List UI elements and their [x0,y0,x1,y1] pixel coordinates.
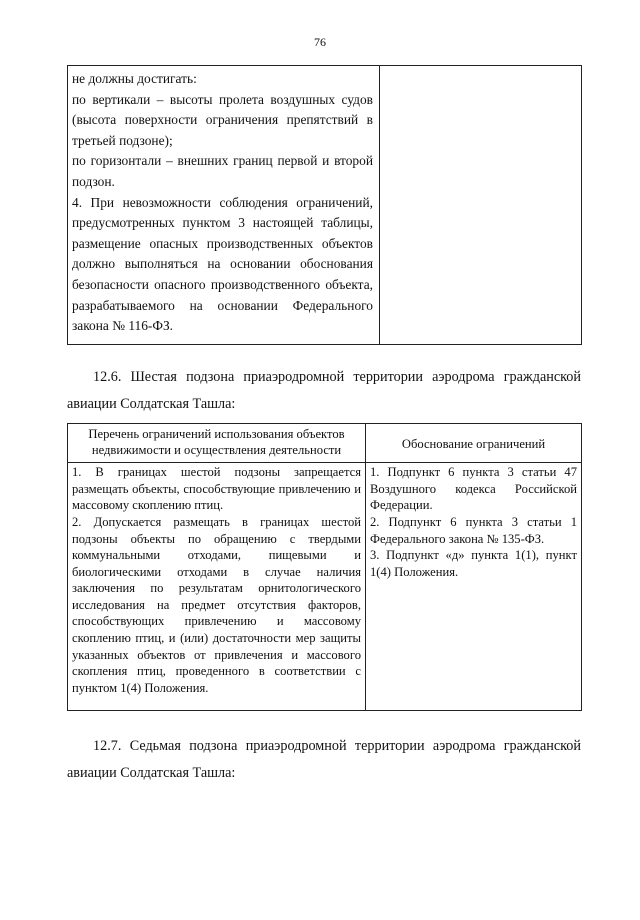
justification-paragraph: 1. Подпункт 6 пункта 3 статьи 47 Воздушного кодекса Российской Федерации. [370,465,577,513]
restriction-paragraph: не должны достигать: [72,71,197,86]
restriction-paragraph: 4. При невозможности соблюдения ограничений, предусмотренных пунктом 3 настоящей таблицы, размещение опасных производственных объектов должно выполняться на основании обоснования безопасности опасного производственного объекта, разрабатываемого на основании Федерального закона № 116-ФЗ. [72,194,373,334]
restriction-paragraph: 2. Допускается размещать в границах шестой подзоны объекты по обращению с твердыми коммунальными отходами, пищевыми и биологическими отходами в случае наличия заключения по результатам орнитологического исследования на предмет отсутствия факторов, способствующих привлечению и массовому скоплению птиц, и (или) достаточности мер защиты указанных объектов от привлечения и массового скопления птиц, проведенного в соответствии с пунктом 1(4) Положения. [72,514,361,695]
heading-line: авиации Солдатская Ташла: [67,765,236,781]
justification-paragraph: 3. Подпункт «д» пункта 1(1), пункт 1(4) Положения. [370,548,577,579]
column-header-restrictions: Перечень ограничений использования объектов недвижимости и осуществления деятельности [68,424,366,463]
section-heading-12-7 [67,733,581,787]
table-cell-restrictions [68,463,366,711]
restriction-paragraph: 1. В границах шестой подзоны запрещается размещать объекты, способствующие привлечению и массовому скоплению птиц. [72,465,361,513]
justification-text [380,66,581,71]
table-cell-justification [380,66,582,345]
table-header-row [68,424,582,463]
heading-line: 12.6. Шестая подзона приаэродромной территории аэродрома гражданской [93,369,581,385]
restrictions-table-continued [67,65,582,345]
table-cell-restrictions [68,66,380,345]
section-heading-12-6 [67,364,581,418]
column-header-justification: Обоснование ограничений [366,424,582,463]
restriction-paragraph: по горизонтали – внешних границ первой и второй подзон. [72,153,373,189]
table-row [68,463,582,711]
heading-line: 12.7. Седьмая подзона приаэродромной территории аэродрома гражданской [93,738,581,754]
justification-paragraph: 2. Подпункт 6 пункта 3 статьи 1 Федерального закона № 135-ФЗ. [370,514,577,546]
table-cell-justification [366,463,582,711]
restriction-paragraph: по вертикали – высоты пролета воздушных судов (высота поверхности ограничения препятствий в третьей подзоне); [72,91,373,148]
table-row [68,66,582,345]
page-number: 76 [314,35,326,49]
heading-line: авиации Солдатская Ташла: [67,396,236,412]
subzone-6-restrictions-table [67,423,582,711]
